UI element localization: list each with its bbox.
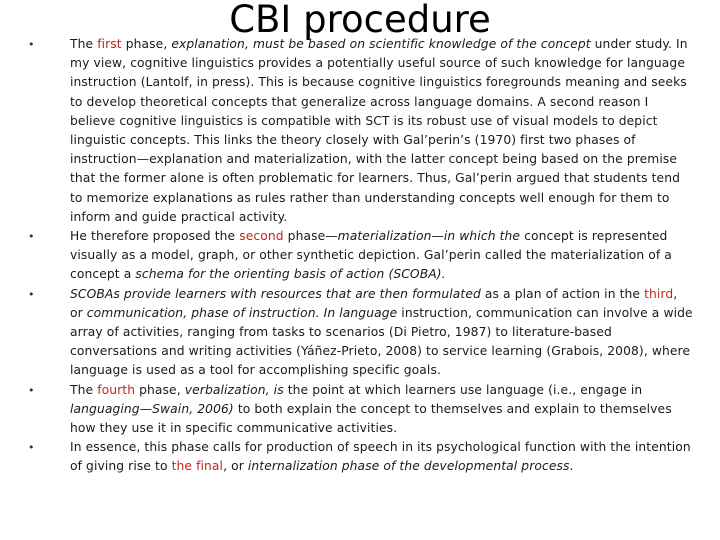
bullet-item-1: • The first phase, explanation, must be based on scientific knowledge of the concept under study. In my view, cognitive linguistics provides a potentially useful source of such knowledge for language instruction (Lantolf, in press). This is because cognitive linguistics foregrounds meaning and seeks to develop theoretical concepts that generalize across language domains. A second reason I believe cognitive linguistics is compatible with SCT is its robust use of visual models to depict linguistic concepts. This links the theory closely with Gal’perin’s (1970) first two phases of instruction—explanation and materialization, with the latter concept being based on the premise that the former alone is often problematic for learners. Thus, Gal’perin argued that students tend to memorize explanations as rules rather than understanding concepts well enough for them to inform and guide practical activity. bbox=[28, 37, 688, 224]
slide-title: CBI procedure bbox=[229, 0, 491, 41]
bullet-item-2: • He therefore proposed the second phase—materialization—in which the concept is represented visually as a model, graph, or other synthetic depiction. Gal’perin called the materialization of a concept a schema for the orienting basis of action (SCOBA). bbox=[28, 229, 672, 282]
bullet-dot-icon: • bbox=[28, 287, 35, 301]
phase-highlight: third bbox=[644, 286, 674, 301]
bullet-dot-icon: • bbox=[28, 38, 35, 51]
bullet-dot-icon: • bbox=[28, 383, 35, 397]
bullet-item-4: • The fourth phase, verbalization, is the point at which learners use language (i.e., engage in languaging—Swain, 2006) to both explain the concept to themselves and explain to themselves how they use it in specific communicative activities. bbox=[28, 382, 672, 436]
phase-highlight: second bbox=[239, 229, 284, 244]
phase-highlight: first bbox=[97, 37, 122, 51]
bullet-dot-icon: • bbox=[28, 230, 35, 244]
bullet-dot-icon: • bbox=[28, 441, 35, 455]
phase-highlight: fourth bbox=[97, 382, 136, 397]
bullet-item-5: • In essence, this phase calls for production of speech in its psychological function with the intention of giving rise to the final, or internalization phase of the developmental process. bbox=[28, 440, 691, 474]
phase-highlight: the final bbox=[171, 459, 224, 474]
bullet-item-3: • SCOBAs provide learners with resources that are then formulated as a plan of action in the third, or communication, phase of instruction. In language instruction, communication can involve a wide array of activities, ranging from tasks to scenarios (Di Pietro, 1987) to literature-based conversations and writing activities (Yáñez-Prieto, 2008) to service learning (Grabois, 2008), where language is used as a tool for accomplishing specific goals. bbox=[28, 286, 693, 378]
bullet-list bbox=[28, 35, 694, 477]
